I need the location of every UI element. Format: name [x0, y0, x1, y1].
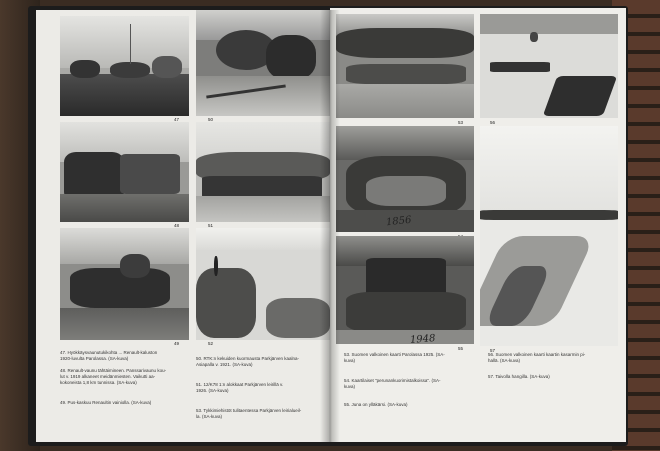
caption-47: 47. Hyökkäysvaunutukikohta ... Renault-kaluston — [60, 350, 158, 355]
photo-number: 49 — [174, 341, 180, 346]
caption-50-cont: Asiapalla v. 1921. (SA-kuva) — [196, 362, 253, 367]
photo-number: 57 — [490, 348, 496, 353]
photo-50 — [196, 10, 330, 116]
caption-56: 56. Suomen valkoinen kaarti kaartin kasarmin pi- — [488, 352, 586, 357]
caption-53-cont: kuva) — [344, 358, 356, 363]
photo-53 — [336, 14, 474, 118]
right-page — [330, 8, 626, 442]
caption-51-cont: 1926. (SA-kuva) — [196, 388, 229, 393]
caption-52: 53. Tykkimiehistöt tulitaentessa Parkjärven leirialueil- — [196, 408, 302, 413]
photo-56 — [480, 14, 618, 118]
photo-number: 53 — [458, 120, 464, 125]
photo-51 — [196, 122, 330, 222]
caption-54: 54. Kaartilaiset "perunankuorimistalkoissa". (SA- — [344, 378, 441, 383]
caption-54-cont: kuva) — [344, 384, 356, 389]
photo-49 — [60, 228, 189, 340]
caption-55: 55. Juna on ylläkärsi. (SA-kuva) — [344, 402, 408, 407]
caption-50: 50. RTK:n kekuiden kuormausta Parkjärven kaalna- — [196, 356, 299, 361]
handwritten-note-2: 1948 — [409, 333, 436, 346]
caption-57: 57. Taivolla hangilla. (SA-kuva) — [488, 374, 550, 379]
caption-56-cont: hallä. (SA-kuva) — [488, 358, 521, 363]
caption-48-cont: lut v. 1919 alkaneet meidänmiesten. Vaikutti aa- — [60, 374, 156, 379]
handwritten-note-1: 1856 — [385, 214, 412, 229]
caption-47-cont: 1920-luvulta Parolassa. (SA-kuva) — [60, 356, 129, 361]
photo-number: 55 — [458, 346, 464, 351]
photo-number: 51 — [208, 223, 214, 228]
photo-number: 48 — [174, 223, 180, 228]
photo-number: 50 — [208, 117, 214, 122]
photo-52 — [196, 228, 330, 340]
caption-48: 48. Renault-vaunu tähtäimineen. Panssarivaunu kou- — [60, 368, 167, 373]
photo-number: 47 — [174, 117, 180, 122]
photo-48 — [60, 122, 189, 222]
caption-52-cont: la. (SA-kuva) — [196, 414, 223, 419]
photo-55 — [336, 236, 474, 344]
caption-48-cont: kokoneista 1,8 km tunnissa. (SA-kuva) — [60, 380, 137, 385]
photo-number: 56 — [490, 120, 496, 125]
photo-number: 52 — [208, 341, 214, 346]
photo-57 — [480, 126, 618, 346]
caption-51: 51. 12/K78 1:n alokkaat Parkjärven leirillä v. — [196, 382, 284, 387]
caption-53: 53. Suomen valkoinen kaarti Parolassa 1925. (SA- — [344, 352, 445, 357]
left-page — [36, 10, 330, 442]
photo-47 — [60, 16, 189, 116]
caption-49: 49. Pus-kaskuu Renaultin vainiolla. (SA-kuva) — [60, 400, 152, 405]
